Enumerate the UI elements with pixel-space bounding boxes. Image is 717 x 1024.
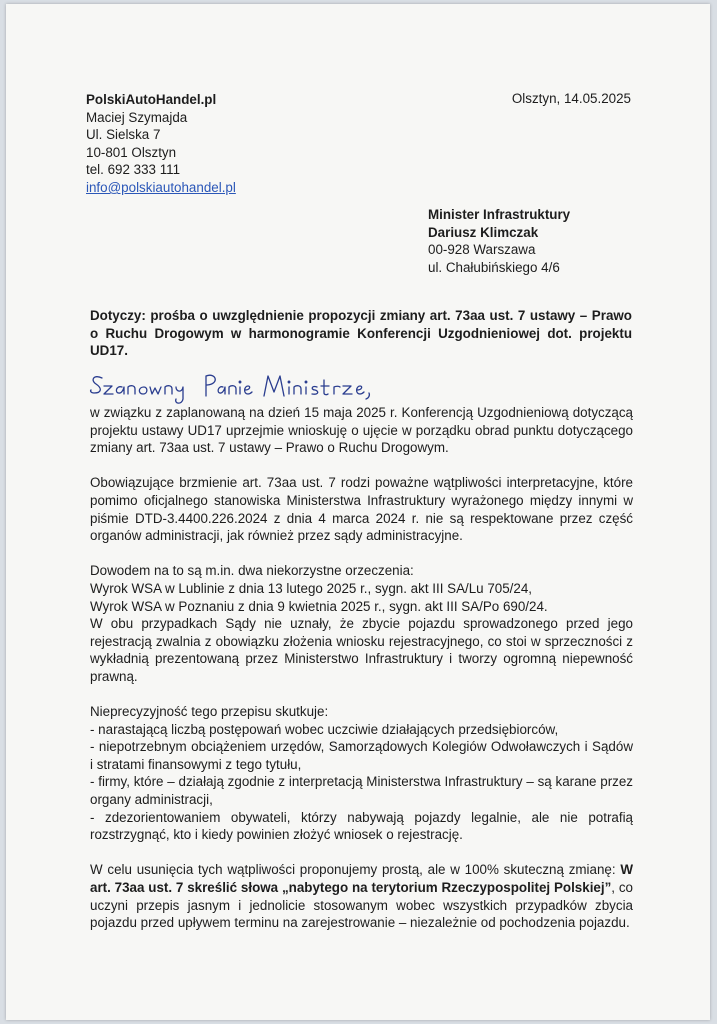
paragraph-request: w związku z zaplanowaną na dzień 15 maja 2025 r. Konferencją Uzgodnieniową dotyczącą projektu ustawy UD17 uprzejmie wnioskuję o ujęcie w porządku obrad punktu dotyczącego zmiany art. 73aa ust. 7 ustawy – Prawo o Ruchu Drogowym. <box>90 405 633 456</box>
sender-email-link[interactable]: info@polskiautohandel.pl <box>86 179 236 195</box>
paragraph-interpretation: Obowiązujące brzmienie art. 73aa ust. 7 rodzi poważne wątpliwości interpretacyjne, które pomimo oficjalnego stanowiska Ministerstwa Infrastruktury wyrażonego między innymi w piśmie DTD-3.4400.226.2024 z dnia 4 marca 2024 r. nie są respektowane przez część organów administracji, jak również przez sądy administracyjne. <box>90 475 633 544</box>
paragraph-consequences <box>90 703 633 844</box>
sender-phone: tel. 692 333 111 <box>86 162 181 178</box>
paragraph-proposal <box>90 861 633 931</box>
recipient-title: Minister Infrastruktury <box>428 207 571 222</box>
consequences-intro: Nieprecyzyjność tego przepisu skutkuje: <box>90 704 329 720</box>
consequence-item: - niepotrzebnym obciążeniem urzędów, Samorządowych Kolegiów Odwoławczych i Sądów i stratami finansowymi z tego tytułu, <box>90 739 633 772</box>
sender-name: Maciej Szymajda <box>86 109 188 125</box>
recipient-city: 00-928 Warszawa <box>428 242 536 258</box>
evidence-intro: Dowodem na to są m.in. dwa niekorzystne orzeczenia: <box>90 563 414 579</box>
consequence-item: - narastającą liczbą postępowań wobec uczciwie działających przedsiębiorców, <box>90 721 559 737</box>
sender-city: 10-801 Olsztyn <box>86 144 177 160</box>
recipient-street: ul. Chałubińskiego 4/6 <box>428 259 560 275</box>
letter-body <box>90 404 633 949</box>
handwritten-salutation <box>88 366 448 406</box>
proposal-start: W celu usunięcia tych wątpliwości proponujemy prostą, ale w 100% skuteczną zmianę: <box>90 862 616 878</box>
proposal-amendment: W art. 73aa ust. 7 skreślić słowa „nabytego na terytorium Rzeczypospolitej Polskiej” <box>90 862 633 896</box>
consequence-item: - firmy, które – działają zgodnie z interpretacją Ministerstwa Infrastruktury – są karane przez organy administracji, <box>90 774 633 808</box>
recipient-block <box>428 206 570 276</box>
paragraph-evidence <box>90 562 633 685</box>
letter-subject: Dotyczy: prośba o uwzględnienie propozycji zmiany art. 73aa ust. 7 ustawy – Prawo o Ruchu Drogowym w harmonogramie Konferencji Uzgodnieniowej dot. projektu UD17. <box>90 308 632 359</box>
sender-street: Ul. Sielska 7 <box>86 127 161 143</box>
consequence-item: - zdezorientowaniem obywateli, którzy nabywają pojazdy legalnie, ale nie potrafią rozstrzygnąć, kto i kiedy powinien złożyć wniosek o rejestrację. <box>90 809 633 843</box>
evidence-case-lublin: Wyrok WSA w Lublinie z dnia 13 lutego 2025 r., sygn. akt III SA/Lu 705/24, <box>90 580 533 596</box>
sender-block <box>86 91 236 197</box>
proposal-end: , co uczyni przepis jasnym i jednolicie stosowanym wobec wszystkich przypadków zbycia pojazdu przed upływem terminu na zarejestrowanie – niezależnie od pochodzenia pojazdu. <box>90 880 633 931</box>
evidence-case-poznan: Wyrok WSA w Poznaniu z dnia 9 kwietnia 2025 r., sygn. akt III SA/Po 690/24. <box>90 598 548 614</box>
letter-date: Olsztyn, 14.05.2025 <box>511 91 631 106</box>
recipient-name: Dariusz Klimczak <box>428 224 539 240</box>
evidence-text: W obu przypadkach Sądy nie uznały, że zbycie pojazdu sprowadzonego przed jego rejestracją zwalnia z obowiązku złożenia wniosku rejestracyjnego, co stoi w sprzeczności z wykładnią prezentowaną przez Ministerstwo Infrastruktury i tworzy ogromną niepewność prawną. <box>90 616 633 684</box>
sender-company: PolskiAutoHandel.pl <box>86 92 217 107</box>
handwriting-image <box>88 366 448 406</box>
